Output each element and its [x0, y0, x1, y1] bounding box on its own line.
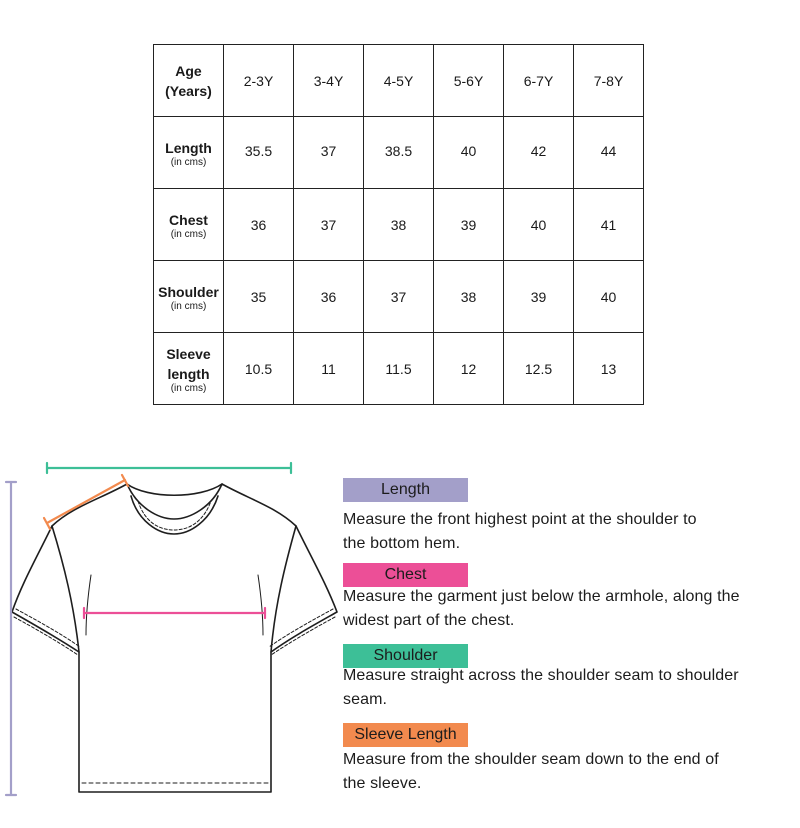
cell-value: 13	[600, 360, 617, 377]
legend-sleeve-length	[343, 723, 468, 747]
cell-value: 37	[320, 216, 337, 233]
shoulder-measure-line	[47, 463, 291, 473]
cell-value: 40	[530, 216, 547, 233]
row-unit: (in cms)	[170, 383, 207, 394]
size-chart-table	[153, 44, 644, 405]
value-cell	[294, 117, 364, 189]
row-label: Length	[165, 140, 212, 156]
row-unit: (in cms)	[170, 157, 207, 168]
value-cell	[574, 189, 644, 261]
size-header-cell	[574, 45, 644, 117]
cell-value: 40	[600, 288, 617, 305]
row-unit: (in cms)	[170, 301, 207, 312]
cell-value: 12.5	[524, 360, 553, 377]
chest-tag: Chest	[343, 563, 468, 587]
legend-length	[343, 478, 468, 502]
cell-value: 42	[530, 142, 547, 159]
chest-description: Measure the garment just below the armhole, along the widest part of the chest.	[343, 588, 740, 629]
value-cell	[434, 333, 504, 405]
shoulder-description: Measure straight across the shoulder seam to shoulder seam.	[343, 667, 739, 708]
value-cell	[224, 189, 294, 261]
value-cell	[224, 333, 294, 405]
size-label: 2-3Y	[243, 72, 274, 89]
length-description: Measure the front highest point at the shoulder to the bottom hem.	[343, 511, 697, 552]
tshirt-illustration	[12, 484, 337, 792]
sleeve-length-description: Measure from the shoulder seam down to the end of the sleeve.	[343, 751, 719, 792]
row-label-cell	[154, 189, 224, 261]
row-label-cell	[154, 117, 224, 189]
cell-value: 38.5	[384, 142, 413, 159]
value-cell	[574, 333, 644, 405]
size-header-cell	[364, 45, 434, 117]
length-tag: Length	[343, 478, 468, 502]
cell-value: 38	[460, 288, 477, 305]
value-cell	[504, 189, 574, 261]
row-unit: (in cms)	[170, 229, 207, 240]
table-row-shoulder	[154, 261, 644, 333]
value-cell	[364, 189, 434, 261]
cell-value: 11.5	[385, 360, 412, 377]
length-measure-line	[6, 482, 16, 795]
value-cell	[574, 117, 644, 189]
cell-value: 41	[600, 216, 617, 233]
table-row-chest	[154, 189, 644, 261]
table-row-length	[154, 117, 644, 189]
cell-value: 36	[320, 288, 337, 305]
value-cell	[294, 333, 364, 405]
value-cell	[434, 189, 504, 261]
value-cell	[224, 117, 294, 189]
value-cell	[504, 333, 574, 405]
size-label: 5-6Y	[453, 72, 484, 89]
shoulder-tag: Shoulder	[343, 644, 468, 668]
size-label: 7-8Y	[593, 72, 624, 89]
value-cell	[224, 261, 294, 333]
row-label: Shoulder	[158, 284, 219, 300]
value-cell	[364, 261, 434, 333]
cell-value: 35	[250, 288, 267, 305]
row-label: Chest	[169, 212, 208, 228]
cell-value: 10.5	[244, 360, 273, 377]
value-cell	[434, 117, 504, 189]
legend-chest	[343, 563, 468, 587]
table-row-sleeve-length	[154, 333, 644, 405]
row-label: Sleeve length	[166, 346, 211, 382]
size-label: 4-5Y	[383, 72, 414, 89]
cell-value: 12	[460, 360, 477, 377]
cell-value: 39	[460, 216, 477, 233]
cell-value: 40	[460, 142, 477, 159]
value-cell	[574, 261, 644, 333]
size-header-cell	[224, 45, 294, 117]
row-label-cell	[154, 333, 224, 405]
size-header-cell	[434, 45, 504, 117]
row-label-cell	[154, 261, 224, 333]
size-label: 6-7Y	[523, 72, 554, 89]
cell-value: 39	[530, 288, 547, 305]
size-header-cell	[504, 45, 574, 117]
value-cell	[294, 189, 364, 261]
cell-value: 11	[321, 360, 336, 377]
cell-value: 36	[250, 216, 267, 233]
cell-value: 44	[600, 142, 617, 159]
value-cell	[504, 261, 574, 333]
cell-value: 37	[390, 288, 407, 305]
size-label: 3-4Y	[313, 72, 344, 89]
table-header-row	[154, 45, 644, 117]
age-header-label: Age (Years)	[165, 62, 212, 99]
cell-value: 38	[390, 216, 407, 233]
age-header-cell	[154, 45, 224, 117]
value-cell	[364, 333, 434, 405]
cell-value: 35.5	[244, 142, 273, 159]
value-cell	[294, 261, 364, 333]
cell-value: 37	[320, 142, 337, 159]
size-header-cell	[294, 45, 364, 117]
tshirt-measurement-diagram	[0, 455, 340, 800]
value-cell	[434, 261, 504, 333]
value-cell	[364, 117, 434, 189]
value-cell	[504, 117, 574, 189]
sleeve-length-tag: Sleeve Length	[343, 723, 468, 747]
